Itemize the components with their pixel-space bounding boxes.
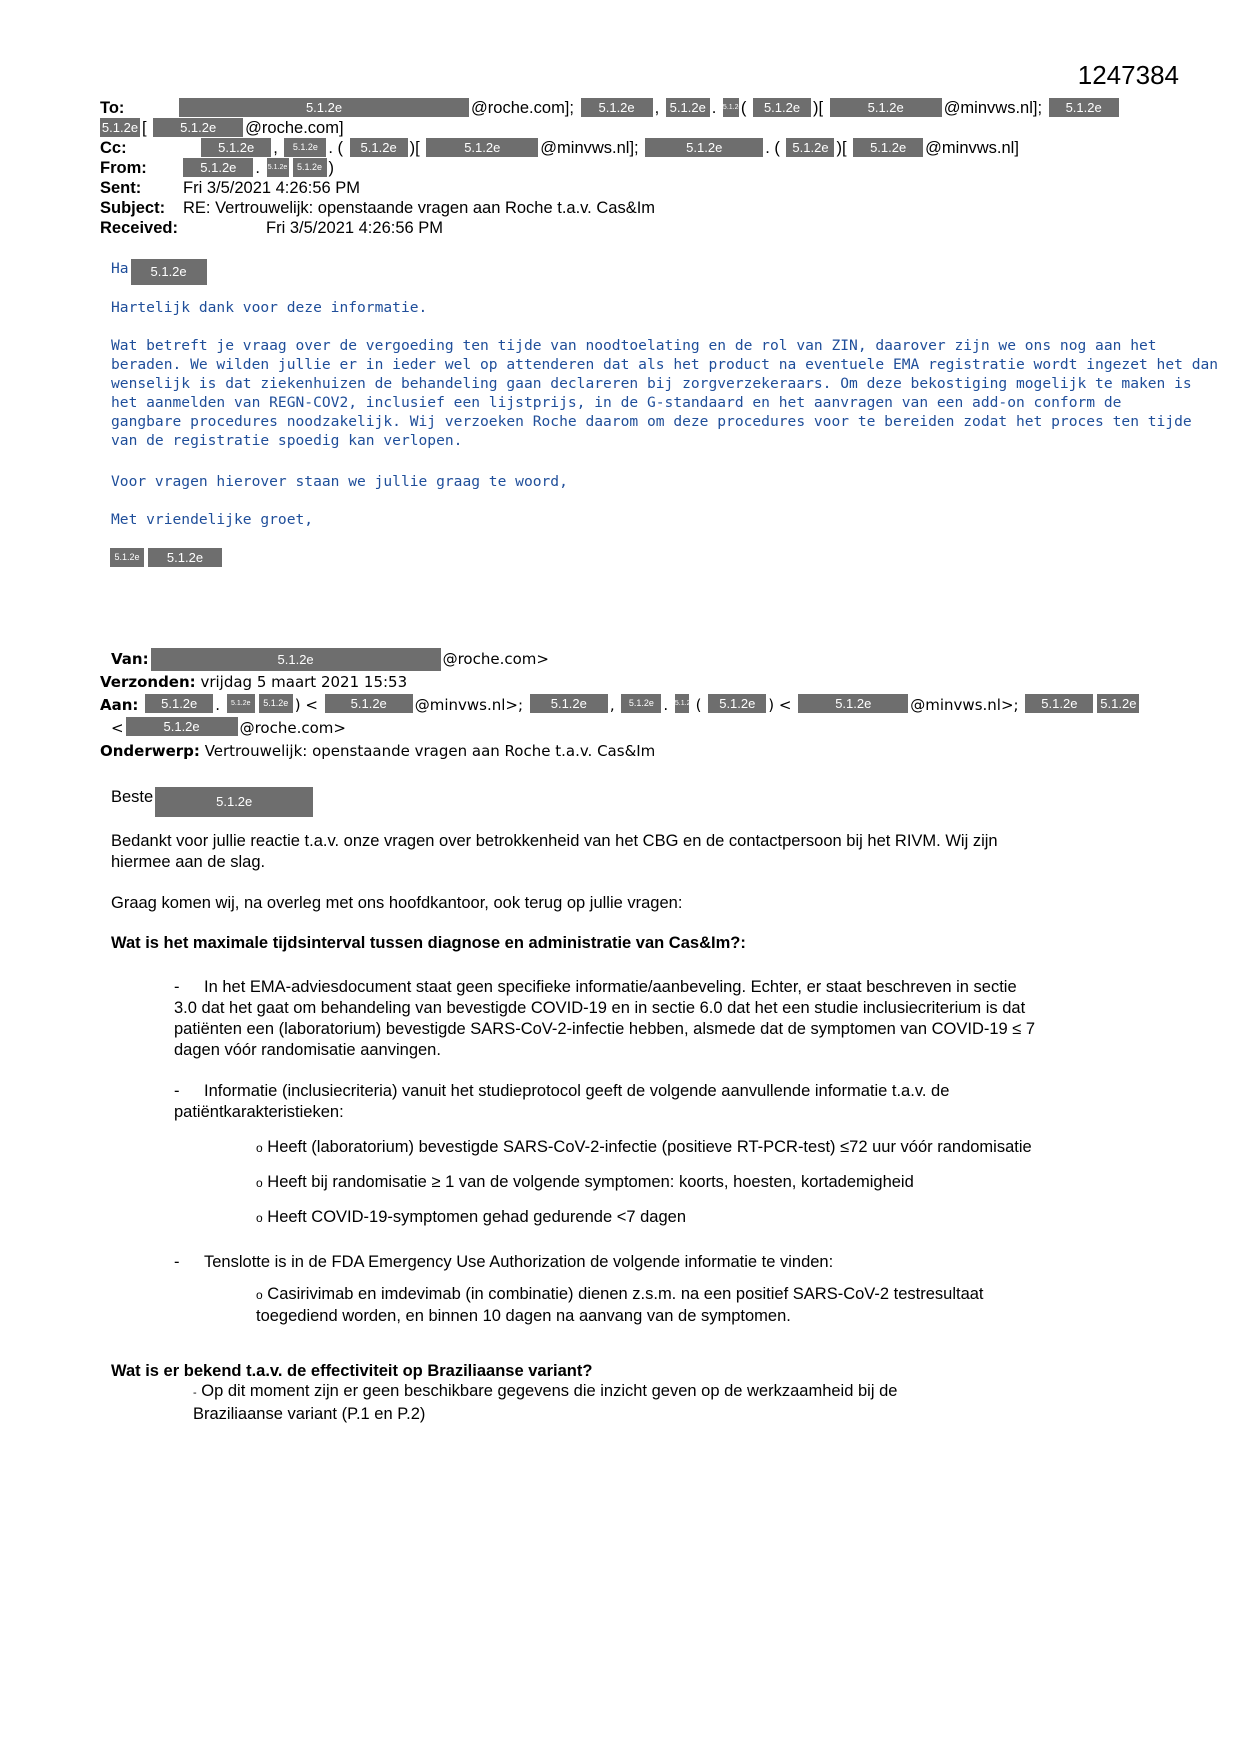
redaction: 5.1.2e (259, 694, 293, 713)
circle-bullet-icon: o (256, 1141, 263, 1155)
cc-line: Cc: 5.1.2e , 5.1.2e . ( 5.1.2e )[ 5.1.2e @minvws.nl]; 5.1.2e . ( 5.1.2e )[ 5.1.2e @minvws.nl] (100, 139, 1019, 157)
redaction: 5.1.2e (645, 138, 763, 157)
redaction: 5.1.2e (753, 98, 811, 117)
bullet-dash: - (174, 1082, 180, 1100)
letter-intro: Bedankt voor jullie reactie t.a.v. onze vragen over betrokkenheid van het CBG en de contactpersoon bij het RIVM. Wij zijn hiermee aan de slag. (111, 832, 998, 871)
onderwerp-line (100, 740, 655, 762)
redaction: 5.1.2e (267, 158, 289, 177)
received-line (100, 218, 443, 238)
to-line-2: 5.1.2e [ 5.1.2e @roche.com] (101, 119, 344, 137)
received-label: Received: (100, 219, 178, 237)
bullet-dash: - (174, 978, 180, 996)
redaction: 5.1.2e (1025, 694, 1093, 713)
subject-line (100, 198, 655, 218)
redaction: 5.1.2e (675, 694, 689, 713)
letter-lead: Graag komen wij, na overleg met ons hoofdkantoor, ook terug op jullie vragen: (111, 894, 683, 912)
redaction: 5.1.2e (151, 648, 441, 671)
redaction: 5.1.2e (581, 98, 653, 117)
redaction: 5.1.2e (284, 138, 326, 157)
redaction: 5.1.2e (786, 138, 834, 157)
subject-value: RE: Vertrouwelijk: openstaande vragen aan Roche t.a.v. Cas&Im (183, 199, 656, 217)
redaction: 5.1.2e (853, 138, 923, 157)
aan-label: Aan: (100, 696, 139, 714)
redaction: 5.1.2e (148, 548, 222, 567)
sub-bullet-lab: o Heeft (laboratorium) bevestigde SARS-CoV-2-infectie (positieve RT-PCR-test) ≤72 uur vóór randomisatie (256, 1138, 1032, 1156)
circle-bullet-icon: o (256, 1211, 263, 1225)
redaction: 5.1.2e (179, 98, 469, 117)
aan-line: Aan: 5.1.2e . 5.1.2e 5.1.2e ) < 5.1.2e @minvws.nl>; 5.1.2e , 5.1.2e . 5.1.2e ( 5.1.2e ) < 5.1.2e @minvws.nl>; 5.1.2e 5.1.2e (100, 694, 1141, 716)
redaction: 5.1.2e (110, 548, 144, 567)
onderwerp-label: Onderwerp: (100, 742, 200, 760)
subject-label: Subject: (100, 199, 166, 217)
reply-questions: Voor vragen hierover staan we jullie graag te woord, (111, 473, 568, 490)
redaction: 5.1.2e (426, 138, 538, 157)
redaction: 5.1.2e (325, 694, 413, 713)
redaction: 5.1.2e (227, 694, 255, 713)
document-id: 1247384 (1077, 60, 1179, 90)
redaction: 5.1.2e (1049, 98, 1119, 117)
received-value: Fri 3/5/2021 4:26:56 PM (266, 219, 444, 237)
circle-bullet-icon: o (256, 1176, 263, 1190)
bullet-brazil: - Op dit moment zijn er geen beschikbare gegevens die inzicht geven op de werkzaamheid bij de Braziliaanse variant (P.1 en P.2) (193, 1382, 898, 1423)
redaction: 5.1.2e (666, 98, 710, 117)
bullet-protocol: Informatie (inclusiecriteria) vanuit het studieprotocol geeft de volgende aanvullende informatie t.a.v. de patiëntkarakteristieken: (174, 1082, 950, 1121)
verzonden-line (100, 671, 407, 693)
redaction: 5.1.2e (145, 694, 213, 713)
redaction: 5.1.2e (350, 138, 408, 157)
onderwerp-value: Vertrouwelijk: openstaande vragen aan Roche t.a.v. Cas&Im (204, 742, 656, 760)
redaction: 5.1.2e (155, 787, 313, 817)
sent-label: Sent: (100, 179, 142, 197)
redaction: 5.1.2e (201, 138, 271, 157)
from-line: From: 5.1.2e . 5.1.2e 5.1.2e ) (100, 159, 335, 177)
verzonden-value: vrijdag 5 maart 2021 15:53 (200, 673, 408, 691)
bullet-ema: In het EMA-adviesdocument staat geen specifieke informatie/aanbeveling. Echter, er staat beschreven in sectie 3.0 dat het gaat om behandeling van bevestigde COVID-19 en in sectie 6.0 dat het een studie inclusiecriterium is dat patiënten een (laboratorium) bevestigde SARS-CoV-2-infectie hebben, alsmede dat de symptomen van COVID-19 ≤ 7 dagen vóór randomisatie aanvingen. (174, 978, 1036, 1059)
reply-greeting: Ha 5.1.2e (111, 259, 209, 285)
reply-signature (110, 548, 224, 567)
redaction: 5.1.2e (131, 259, 207, 285)
redaction: 5.1.2e (530, 694, 608, 713)
bullet-fda: Tenslotte is in de FDA Emergency Use Authorization de volgende informatie te vinden: (204, 1253, 834, 1271)
question-1: Wat is het maximale tijdsinterval tussen diagnose en administratie van Cas&Im?: (111, 934, 746, 952)
circle-bullet-icon: o (256, 1288, 263, 1302)
sub-bullet-duration: o Heeft COVID-19-symptomen gehad gedurende <7 dagen (256, 1208, 687, 1226)
redaction: 5.1.2e (830, 98, 942, 117)
redaction: 5.1.2e (621, 694, 661, 713)
bullet-dash: - (174, 1253, 180, 1271)
sub-bullet-symptoms: o Heeft bij randomisatie ≥ 1 van de volgende symptomen: koorts, hoesten, kortademigheid (256, 1173, 914, 1191)
reply-thanks: Hartelijk dank voor deze informatie. (111, 299, 428, 316)
aan-line-2: < 5.1.2e @roche.com> (111, 719, 346, 737)
van-label: Van: (111, 650, 149, 668)
verzonden-label: Verzonden: (100, 673, 196, 691)
reply-paragraph: Wat betreft je vraag over de vergoeding ten tijde van noodtoelating en de rol van ZIN, daarover zijn we ons nog aan het beraden. We wilden jullie er in ieder wel op attenderen dat als het product na eventuele EMA registratie wordt ingezet het dan wenselijk is dat ziekenhuizen de behandeling gaan declareren bij zorgverzekeraars. Om deze bekostiging mogelijk te maken is het aanmelden van REGN-COV2, inclusief een lijstprijs, in de G-standaard en het aanvragen van een add-on conform de gangbare procedures noodzakelijk. Wij verzoeken Roche daarom om deze procedures voor te bereiden zodat het proces ten tijde van de registratie spoedig kan verlopen. (111, 337, 1219, 449)
sub-bullet-fda: o Casirivimab en imdevimab (in combinatie) dienen z.s.m. na een positief SARS-CoV-2 testresultaat toegediend worden, en binnen 10 dagen na aanvang van de symptomen. (256, 1285, 984, 1325)
redaction: 5.1.2e (1097, 694, 1139, 713)
sent-line (100, 178, 360, 198)
sent-value: Fri 3/5/2021 4:26:56 PM (183, 179, 361, 197)
van-line: Van: 5.1.2e @roche.com> (111, 648, 549, 671)
to-label: To: (100, 99, 125, 117)
redaction: 5.1.2e (126, 717, 238, 736)
redaction: 5.1.2e (798, 694, 908, 713)
letter-greeting: Beste 5.1.2e (111, 787, 315, 817)
redaction: 5.1.2e (723, 98, 739, 117)
from-label: From: (100, 159, 147, 177)
redaction: 5.1.2e (153, 118, 243, 137)
question-2: Wat is er bekend t.a.v. de effectiviteit op Braziliaanse variant? (111, 1362, 593, 1380)
cc-label: Cc: (100, 139, 127, 157)
redaction: 5.1.2e (183, 158, 253, 177)
redaction: 5.1.2e (293, 158, 327, 177)
redaction: 5.1.2e (101, 120, 139, 135)
reply-closing: Met vriendelijke groet, (111, 511, 314, 528)
to-line: To: 5.1.2e @roche.com]; 5.1.2e , 5.1.2e . 5.1.2e( 5.1.2e )[ 5.1.2e @minvws.nl]; 5.1.2e (100, 98, 1121, 118)
redaction: 5.1.2e (708, 694, 766, 713)
